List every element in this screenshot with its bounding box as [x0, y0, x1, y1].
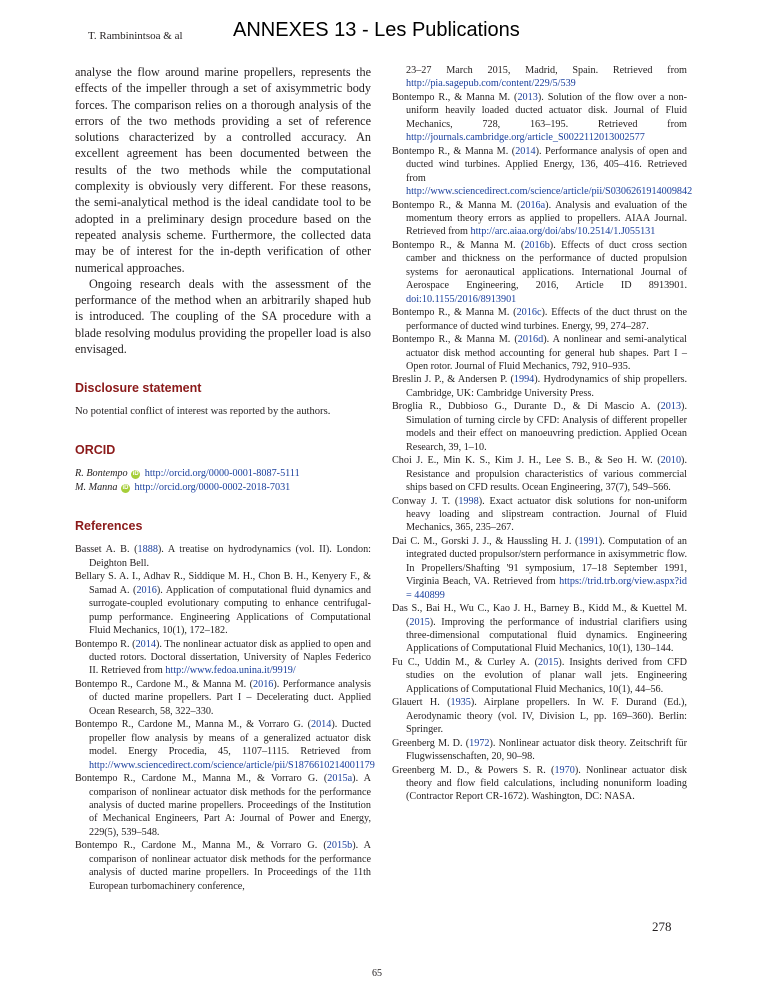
reference-text: ). Application of computational fluid dynamics and surrogate-coupled evolutionary computing to enhance centrifugal-pump performance. Engineering Applications of Computational Fluid Mechanics, 10(1), 172–182.: [89, 584, 372, 637]
left-column: [75, 64, 375, 893]
reference-text: ). A treatise on hydrodynamics (vol. II). London: Deighton Bell.: [89, 544, 371, 569]
reference-year-link[interactable]: 1991: [578, 535, 599, 547]
reference-text: 23–27 March 2015, Madrid, Spain. Retrieved from: [406, 65, 687, 76]
reference-year-link[interactable]: 2015: [538, 656, 559, 668]
orcid-name: M. Manna: [75, 482, 118, 494]
reference-entry: [392, 145, 693, 199]
reference-authors: Bontempo R., & Manna M. (: [392, 239, 525, 251]
reference-entry: [75, 772, 371, 839]
reference-year-link[interactable]: 1994: [513, 374, 535, 386]
reference-entry: [392, 373, 687, 400]
reference-text: ). Ducted propeller flow analysis by means of a generalized actuator disk model. Energy Procedia, 45, 1107–1115. Retrieved from: [89, 719, 372, 758]
reference-authors: Das S., Bai H., Wu C., Kao J. H., Barney B., Kidd M., & Kuettel M. (: [392, 603, 687, 628]
annex-title: ANNEXES 13 - Les Publications: [233, 19, 520, 41]
reference-authors: Breslin J. P., & Andersen P. (: [392, 374, 514, 386]
reference-year-link[interactable]: 1998: [458, 495, 479, 507]
reference-year-link[interactable]: 1972: [469, 737, 490, 749]
reference-entry: [392, 696, 687, 736]
reference-url-link[interactable]: http://pia.sagepub.com/content/229/5/539: [406, 78, 576, 90]
orcid-name: R. Bontempo: [75, 468, 128, 480]
reference-entry: [75, 543, 371, 570]
reference-year-link[interactable]: 2013: [660, 401, 682, 413]
reference-authors: Basset A. B. (: [75, 544, 138, 556]
reference-entry: [75, 678, 371, 718]
reference-text: ). Computation of an integrated ducted propulsor/stern performance in axisymmetric flow. In Propellers/Shafting '91 symposium, 17–18 September 1991, Virginia Beach, VA. Retrieved from: [406, 535, 687, 588]
reference-entry: [75, 839, 371, 893]
reference-year-link[interactable]: 2016d: [517, 334, 544, 346]
reference-entry: [392, 535, 687, 602]
reference-entry: [75, 570, 371, 637]
reference-authors: Bontempo R., & Manna M. (: [392, 307, 517, 319]
reference-year-link[interactable]: 1935: [450, 697, 471, 709]
reference-entry: [392, 199, 687, 239]
reference-list: [75, 543, 375, 893]
reference-authors: Bontempo R., Cardone M., & Manna M. (: [75, 678, 254, 690]
running-head-author: T. Rambinintsoa & al: [88, 30, 183, 42]
reference-text: ). Airplane propellers. In W. F. Durand (Ed.), Aerodynamic theory (vol. IV, Division L, pp. 169–360). Berlin: Springer.: [406, 697, 687, 736]
reference-authors: Bontempo R., & Manna M. (: [392, 334, 518, 346]
reference-entry: [392, 64, 687, 91]
disclosure-heading: Disclosure statement: [75, 381, 202, 396]
orcid-link[interactable]: http://orcid.org/0000-0002-2018-7031: [134, 482, 291, 494]
reference-authors: Choi J. E., Min K. S., Kim J. H., Lee S. B., & Seo H. W. (: [392, 455, 661, 467]
reference-year-link[interactable]: 2014: [310, 719, 332, 731]
orcid-entry: [75, 467, 371, 481]
reference-text: ). The nonlinear actuator disk as applied to open and ducted rotors. Doctoral dissertation, University of Naples Federico II. Retrieved from: [89, 638, 371, 677]
reference-authors: Broglia R., Dubbioso G., Durante D., & Di Mascio A. (: [392, 401, 661, 413]
reference-url-link[interactable]: http://www.sciencedirect.com/science/article/pii/S1876610214001179: [89, 759, 375, 771]
reference-authors: Bontempo R., & Manna M. (: [392, 199, 521, 211]
reference-authors: Bontempo R., & Manna M. (: [392, 91, 518, 103]
reference-entry: [392, 454, 687, 494]
reference-year-link[interactable]: 1888: [137, 544, 158, 556]
reference-year-link[interactable]: 2013: [517, 91, 538, 103]
body-paragraph: Ongoing research deals with the assessment of the performance of the method when an arbitrarily shaped hub is introduced. The coupling of the SA procedure with a blade resolving modulus providing the propeller load is also envisaged.: [75, 276, 371, 357]
reference-entry: [392, 602, 687, 656]
right-column: [392, 64, 693, 804]
reference-text: ). Effects of the duct thrust on the performance of ducted wind turbines. Energy, 99, 274–287.: [406, 307, 687, 332]
reference-year-link[interactable]: 2016: [253, 678, 274, 690]
reference-year-link[interactable]: 2014: [515, 145, 536, 157]
reference-entry: [75, 718, 375, 772]
reference-text: ). Simulation of turning circle by CFD: Analysis of different propeller models and their effect on manoeuvring prediction. Applied Ocean Research, 39, 1–10.: [406, 401, 687, 453]
reference-year-link[interactable]: 2016: [136, 584, 157, 596]
reference-authors: Bontempo R., Cardone M., Manna M., & Vorraro G. (: [75, 719, 311, 731]
reference-entry: [392, 764, 687, 804]
reference-entry: [392, 91, 687, 145]
reference-authors: Bontempo R., & Manna M. (: [392, 145, 516, 157]
reference-authors: Conway J. T. (: [392, 495, 459, 507]
reference-year-link[interactable]: 2016b: [524, 239, 550, 251]
reference-year-link[interactable]: 2014: [135, 638, 156, 650]
reference-entry: [392, 239, 687, 306]
reference-entry: [392, 306, 687, 333]
reference-authors: Greenberg M. D., & Powers S. R. (: [392, 764, 555, 776]
reference-text: ). Insights derived from CFD studies on the evolution of planar wall jets. Engineering Applications of Computational Fluid Mechanics, 10(1), 44–56.: [406, 656, 688, 695]
reference-text: ). Exact actuator disk solutions for non-uniform heavy loading and slipstream contraction. Journal of Fluid Mechanics, 365, 235–267.: [406, 495, 688, 534]
orcid-entry: [75, 481, 371, 495]
reference-text: ). Resistance and propulsion characteristics of various commercial ships based on CFD results. Ocean Engineering, 37(7), 549–566.: [406, 455, 687, 494]
annex-page-number: 278: [652, 919, 672, 934]
reference-url-link[interactable]: http://www.sciencedirect.com/science/article/pii/S0306261914009842: [406, 186, 693, 198]
reference-url-link[interactable]: https://trid.trb.org/view.aspx?id = 440899: [406, 576, 687, 601]
reference-year-link[interactable]: 2016c: [516, 307, 542, 319]
reference-text: ). Effects of duct cross section camber and thickness on the performance of ducted propulsion systems for aeronautical applications. International Journal of Aerospace Engineering, 2016, Article ID 8913901.: [406, 239, 687, 292]
reference-text: ). A comparison of nonlinear actuator disk methods for the performance analysis of ducted marine propellers. In Proceedings of the 11th European turbomachinery conference,: [89, 840, 372, 892]
reference-url-link[interactable]: doi:10.1155/2016/8913901: [406, 293, 517, 305]
reference-authors: Fu C., Uddin M., & Curley A. (: [392, 656, 539, 668]
reference-entry: [392, 333, 687, 373]
reference-url-link[interactable]: http://journals.cambridge.org/article_S0022112013002577: [406, 132, 645, 144]
reference-text: ). Hydrodynamics of ship propellers. Cambridge, UK: Cambridge University Press.: [406, 374, 687, 399]
reference-year-link[interactable]: 2016a: [520, 199, 546, 211]
reference-authors: Greenberg M. D. (: [392, 737, 470, 749]
reference-year-link[interactable]: 2015: [409, 616, 430, 628]
reference-text: ). Improving the performance of industrial clarifiers using three-dimensional computational fluid dynamics. Engineering Applications of Computational Fluid Mechanics, 10(1), 130–144.: [406, 616, 687, 655]
reference-year-link[interactable]: 1970: [554, 764, 575, 776]
orcid-icon: iD: [122, 485, 129, 492]
reference-authors: Bontempo R. (: [75, 638, 136, 650]
reference-text: ). Solution of the flow over a non-uniform heavily loaded ducted actuator disk. Journal of Fluid Mechanics, 728, 163–195. Retrieved from: [406, 91, 688, 130]
reference-url-link[interactable]: http://www.fedoa.unina.it/9919/: [165, 665, 296, 677]
reference-authors: Bontempo R., Cardone M., Manna M., & Vorraro G. (: [75, 773, 328, 785]
reference-entry: [75, 638, 371, 678]
reference-authors: Bellary S. A. I., Adhav R., Siddique M. H., Chon B. H., Kenyery F., & Samad A. (: [75, 571, 371, 596]
reference-entry: [392, 495, 687, 535]
footer-page-number: 65: [372, 968, 382, 979]
reference-year-link[interactable]: 2010: [660, 455, 682, 467]
reference-authors: Glauert H. (: [392, 697, 451, 709]
reference-url-link[interactable]: http://arc.aiaa.org/doi/abs/10.2514/1.J055131: [470, 226, 656, 238]
reference-text: ). Nonlinear actuator disk theory. Zeitschrift für Flugwissenschaften, 20, 90–98.: [406, 737, 687, 763]
reference-text: ). Analysis and evaluation of the momentum theory errors as applied to propellers. AIAA Journal. Retrieved from: [406, 199, 687, 238]
disclosure-text: No potential conflict of interest was reported by the authors.: [75, 406, 331, 418]
reference-text: ). Nonlinear actuator disk theory and flow field calculations, including nonuniform loading (Contractor Report CR-1672). Washington, DC: NASA.: [406, 764, 688, 803]
reference-year-link[interactable]: 2015a: [327, 773, 353, 785]
reference-text: ). Performance analysis of open and ducted wind turbines. Applied Energy, 136, 405–416. Retrieved from: [406, 145, 687, 184]
reference-entry: [392, 656, 687, 696]
references-heading: References: [75, 519, 143, 534]
reference-authors: Dai C. M., Gorski J. J., & Haussling H. J. (: [392, 535, 579, 547]
reference-list: [392, 64, 693, 804]
reference-entry: [392, 737, 687, 764]
reference-text: ). Performance analysis of ducted marine propellers. Part I – Decelerating duct. Applied Ocean Research, 58, 322–330.: [89, 678, 371, 717]
reference-year-link[interactable]: 2015b: [326, 840, 353, 852]
orcid-heading: ORCID: [75, 443, 116, 458]
reference-entry: [392, 400, 687, 454]
reference-text: ). A comparison of nonlinear actuator disk methods for the performance analysis of ducted marine propellers. Proceedings of the Institution of Mechanical Engineers, Part A: Journal of Power and Energy, 229(5), 539–548.: [89, 773, 372, 838]
reference-authors: Bontempo R., Cardone M., Manna M., & Vorraro G. (: [75, 840, 327, 852]
reference-text: ). A nonlinear and semi-analytical actuator disk method accounting for general hub shapes. Part I – Open rotor. Journal of Fluid Mechanics, 792, 910–935.: [406, 334, 687, 372]
orcid-icon: iD: [132, 471, 139, 478]
orcid-link[interactable]: http://orcid.org/0000-0001-8087-5111: [144, 468, 300, 480]
body-paragraph: analyse the flow around marine propellers, represents the effects of the impeller through a set of axisymmetric body forces. The comparison relies on a thorough analysis of the errors of the two methods providing a set of reference solutions characterized by a controlled accuracy. An excellent agreement has been documented between the results of the two methods while the computational complexity is obviously very different. For these reasons, the semi-analytical method is the ideal candidate tool to be adopted in a preliminary design procedure based on the repeated analysis scheme. Furthermore, the collected data may be of interest for the in-depth verification of other numerical approaches.: [75, 65, 371, 275]
